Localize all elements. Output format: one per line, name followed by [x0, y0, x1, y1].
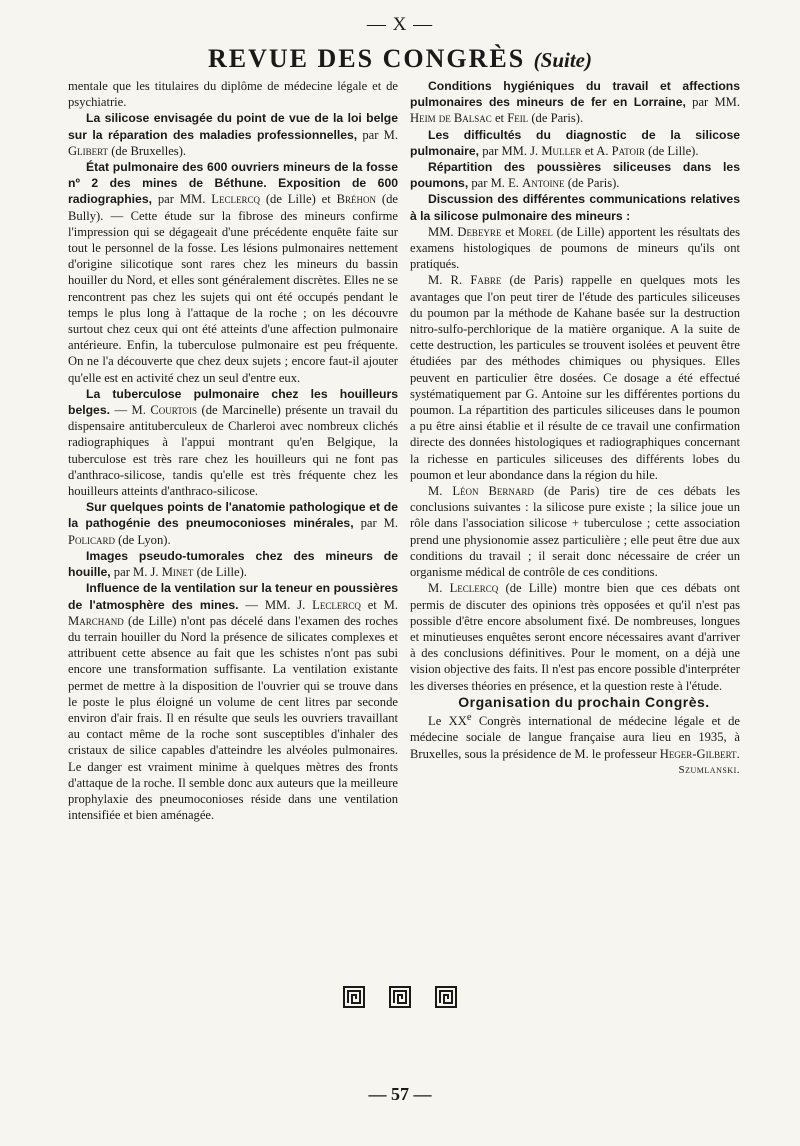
- paragraph: mentale que les titulaires du diplôme de médecine légale et de psychiatrie.: [68, 79, 398, 110]
- paragraph: Images pseudo-tumorales chez des mineurs de houille, par M. J. Minet (de Lille).: [68, 548, 398, 580]
- communication-title: Répartition des poussières siliceuses dans les poumons,: [410, 160, 740, 191]
- paragraph: Sur quelques points de l'anatomie pathologique et de la pathogénie des pneumoconioses minérales, par M. Policard (de Lyon).: [68, 500, 398, 547]
- communication-title: Discussion des différentes communications relatives à la silicose pulmonaire des mineurs :: [410, 192, 740, 223]
- right-column: [410, 78, 740, 778]
- left-column: [68, 78, 398, 823]
- ornament-row: [0, 986, 800, 1008]
- paragraph: Répartition des poussières siliceuses dans les poumons, par M. E. Antoine (de Paris).: [410, 160, 740, 191]
- paragraph: Conditions hygiéniques du travail et affections pulmonaires des mineurs de fer en Lorraine, par MM. Heim de Balsac et Feil (de Paris).: [410, 79, 741, 126]
- author-name: Morel: [518, 224, 553, 239]
- author-name: Heim de Balsac: [410, 111, 492, 126]
- page-header: [0, 44, 800, 74]
- author-name: Courtois: [150, 403, 198, 418]
- author-name: Leclercq: [211, 192, 260, 207]
- communication-title: État pulmonaire des 600 ouvriers mineurs de la fosse nº 2 des mines de Béthune. Exposition de 600 radiographies,: [68, 160, 398, 207]
- author-name: Glibert: [68, 143, 109, 158]
- paragraph: Influence de la ventilation sur la teneur en poussières de l'atmosphère des mines. — MM. J. Leclercq et M. Marchand (de Lille) n'ont pas décelé dans l'examen des roches du terrain houiller du Nord la présence de silicates complexes et attribuent cette absence au fait que les schistes n'ont pas subi encore une transformation suffisante. La ventilation existante permet de mettre à la disposition de l'ouvrier qui se trouve dans le poste le plus éloigné un volume de cent litres par seconde environ d'air frais. Il en résulte que seuls les ouvriers travaillant au contact même de la roche sont susceptibles d'inhaler des cristaux de silice capables d'atteindre les alvéoles pulmonaires. Le danger est vraiment minime à quelques mètres des fronts d'attaque de la roche. Il semble donc aux auteurs que la meilleure prophylaxie des pneumoconioses réside dans une ventilation intensifiée et bien aménagée.: [68, 581, 398, 823]
- communication-title: Sur quelques points de l'anatomie pathologique et de la pathogénie des pneumoconioses minérales,: [68, 500, 398, 531]
- communication-title: La tuberculose pulmonaire chez les houilleurs belges.: [68, 386, 398, 418]
- paragraph: La tuberculose pulmonaire chez les houilleurs belges. — M. Courtois (de Marcinelle) présente un travail du dispensaire antituberculeux de Charleroi avec nombreux clichés radiographiques à l'appui montrant qu'en Belgique, la tuberculose est très rare chez les houilleurs qui ne font pas d'anthraco-silicose, tandis qu'elle est très fréquente chez les houilleurs atteints d'anthraco-silicose.: [68, 386, 398, 499]
- communication-title: Influence de la ventilation sur la teneur en poussières de l'atmosphère des mines.: [68, 581, 398, 612]
- author-name: Feil: [507, 111, 529, 126]
- author-name: Policard: [68, 532, 116, 547]
- communication-title: La silicose envisagée du point de vue de la loi belge sur la réparation des maladies professionnelles,: [68, 111, 398, 142]
- communication-title: Conditions hygiéniques du travail et affections pulmonaires des mineurs de fer en Lorraine,: [410, 79, 740, 110]
- paragraph: MM. Debeyre et Morel (de Lille) apportent les résultats des examens histologiques de poumons de mineurs qu'ils ont pratiqués.: [410, 224, 740, 272]
- page-number: — 57 —: [368, 1084, 432, 1104]
- paragraph: Les difficultés du diagnostic de la silicose pulmonaire, par MM. J. Muller et A. Patoir (de Lille).: [410, 127, 740, 158]
- author-name: Fabre: [470, 273, 502, 288]
- paragraph: M. R. Fabre (de Paris) rappelle en quelques mots les avantages que l'on peut tirer de l'étude des particules siliceuses du poumon par la méthode de Kahane basée sur la destruction nitro-sulfo-perchlorique de la matière organique. A la suite de cette destruction, les particules se trouvent isolées et peuvent être étudiées par des méthodes chimiques ou physiques. Elles peuvent en particulier être dosées. Ce dosage a été effectué systématiquement par G. Antoine sur les différentes portions du poumon. La répartition des particules siliceuses dans le poumon a pu être ainsi établie et il résulte de ce travail une confirmation directe des données histologiques et radiographiques concernant la richesse en particules siliceuses des différents lobes du poumon et leur abondance dans la région du hile.: [410, 273, 740, 482]
- header-title: REVUE DES CONGRÈS: [207, 44, 526, 73]
- paragraph: M. Leclercq (de Lille) montre bien que ces débats ont permis de discuter des opinions très opposées et qu'il n'est pas possible d'être encore absolument fixé. De nombreuses, longues et minutieuses enquêtes seront encore nécessaires avant d'arriver à des conclusions définitives. Pour le moment, on a déjà une vision objective des faits. Il n'est pas encore possible d'interpréter les diverses théories en présence, et la question reste à l'étude.: [410, 581, 740, 693]
- author-name: Bréhon: [336, 192, 377, 207]
- header-suite: (Suite): [533, 48, 592, 72]
- meander-square-icon: [435, 986, 457, 1008]
- signature: Szumlanski.: [678, 763, 740, 776]
- author-name: Léon Bernard: [452, 484, 534, 499]
- paragraph: M. Léon Bernard (de Paris) tire de ces débats les conclusions suivantes : la silicose pure existe ; la silice joue un rôle dans l'association silicose + tuberculose ; cette association prend une physionomie assez particulière ; elle peut être due aux conditions du travail ; il serait donc nécessaire de créer un organisme médical de contrôle de ces conditions.: [410, 484, 740, 580]
- meander-square-icon: [343, 986, 365, 1008]
- section-roman-numeral: — X —: [366, 14, 434, 35]
- author-name: Patoir: [611, 143, 645, 158]
- paragraph: La silicose envisagée du point de vue de la loi belge sur la réparation des maladies professionnelles, par M. Glibert (de Bruxelles).: [68, 111, 398, 158]
- author-name: Muller: [541, 143, 582, 158]
- author-name: Debeyre: [457, 224, 502, 239]
- author-name: Marchand: [68, 613, 124, 628]
- section-title: Organisation du prochain Congrès.: [458, 693, 710, 710]
- communication-title: Images pseudo-tumorales chez des mineurs de houille,: [68, 548, 398, 580]
- paragraph: Le XXe Congrès international de médecine légale et de médecine sociale de langue française aura lieu en 1935, à Bruxelles, sous la présidence de M. le professeur Heger-Gilbert.: [410, 711, 740, 761]
- meander-square-icon: [389, 986, 411, 1008]
- paragraph: [410, 191, 740, 223]
- author-name: Leclercq: [449, 581, 499, 596]
- author-name: Minet: [161, 565, 194, 580]
- author-name: Leclercq: [312, 597, 361, 612]
- communication-title: Les difficultés du diagnostic de la silicose pulmonaire,: [410, 127, 740, 158]
- author-name: Antoine: [522, 176, 565, 191]
- author-name: Heger-Gilbert: [659, 746, 737, 761]
- paragraph: État pulmonaire des 600 ouvriers mineurs de la fosse nº 2 des mines de Béthune. Exposition de 600 radiographies, par MM. Leclercq (de Lille) et Bréhon (de Bully). — Cette étude sur la fibrose des mineurs confirme l'impression qui se dégageait d'une précédente enquête faite sur tout le personnel de la fosse. Les lésions pulmonaires nettement d'origine silicotique sont rares chez les mineurs du bassin houiller du Nord, et elles sont généralement discrètes. Elles ne se rencontrent pas chez les sujets qui ont été occupés pendant le temps le plus long à l'attaque de la roche ; on les découvre surtout chez ceux qui ont été atteints d'une affection pulmonaire antérieure. Enfin, la tuberculose pulmonaire est peu fréquente. On ne l'a découverte que chez deux sujets ; encore faut-il ajouter qu'elle est en activité chez un seul d'entre eux.: [68, 160, 398, 385]
